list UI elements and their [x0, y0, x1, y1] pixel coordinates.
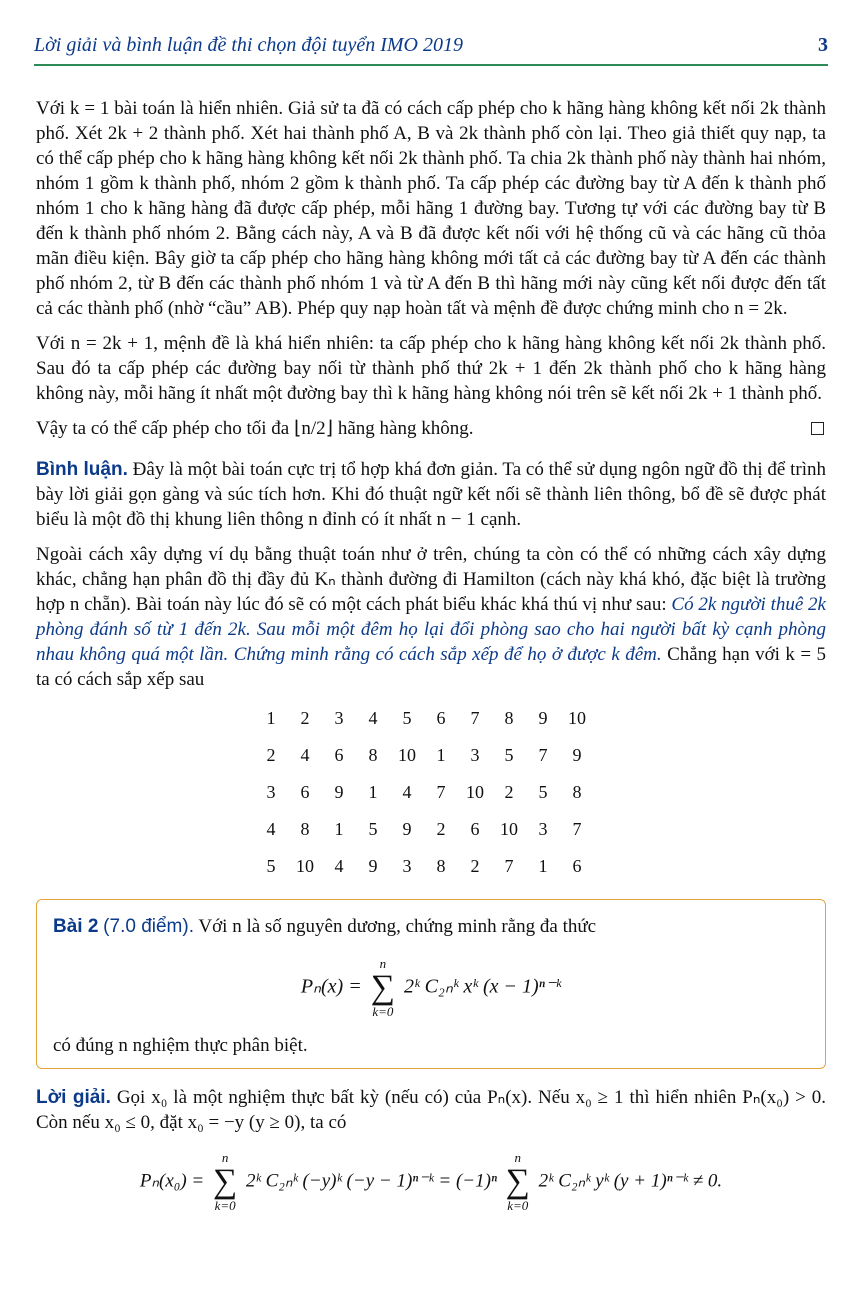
- table-cell: 2: [300, 708, 310, 728]
- table-cell: 8: [436, 856, 446, 876]
- formula-rhs: 2ᵏ C₂ₙᵏ xᵏ (x − 1)ⁿ⁻ᵏ: [403, 975, 562, 998]
- table-cell: 6: [572, 856, 582, 876]
- problem-statement: Với n là số nguyên dương, chứng minh rằng đa thức: [198, 916, 597, 937]
- polynomial-formula: [53, 956, 809, 1019]
- table-row: [254, 700, 594, 737]
- table-row: [254, 737, 594, 774]
- table-cell: 10: [296, 856, 314, 876]
- example-intro: Chẳng hạn với k = 5 ta có cách sắp xếp sau: [36, 644, 826, 690]
- table-cell: 3: [538, 819, 548, 839]
- page-header: [34, 30, 828, 66]
- table-cell: 6: [436, 708, 446, 728]
- table-cell: 9: [368, 856, 378, 876]
- table-cell: 5: [538, 782, 548, 802]
- table-row: [254, 811, 594, 848]
- table-cell: 9: [334, 782, 344, 802]
- table-cell: 2: [504, 782, 514, 802]
- problem-header: [53, 914, 809, 939]
- sum-lower-limit: k=0: [214, 1198, 236, 1213]
- sum-lower-limit: k=0: [372, 1004, 394, 1019]
- summation-icon: n ∑ k=0: [370, 956, 395, 1019]
- table-cell: 10: [568, 708, 586, 728]
- table-cell: 4: [266, 819, 276, 839]
- table-cell: 7: [470, 708, 480, 728]
- table-cell: 7: [504, 856, 514, 876]
- table-cell: 1: [368, 782, 378, 802]
- alt-construction-paragraph: [36, 542, 826, 692]
- problem-title: Bài 2: [53, 916, 99, 937]
- solution-equation: [36, 1151, 826, 1211]
- solution-text: Gọi x₀ là một nghiệm thực bất kỳ (nếu có) của Pₙ(x). Nếu x₀ ≥ 1 thì hiển nhiên Pₙ(x₀) > 0. Còn nếu x₀ ≤ 0, đặt x₀ = −y (y ≥ 0), ta có: [36, 1087, 827, 1133]
- page-content: [36, 96, 826, 1211]
- table-cell: 4: [334, 856, 344, 876]
- sum-upper-limit: n: [514, 1150, 522, 1165]
- eq-middle: 2ᵏ C₂ₙᵏ (−y)ᵏ (−y − 1)ⁿ⁻ᵏ = (−1)ⁿ: [246, 1170, 497, 1192]
- summation-icon: n ∑ k=0: [505, 1150, 530, 1213]
- table-cell: 3: [470, 745, 480, 765]
- table-cell: 3: [402, 856, 412, 876]
- table-cell: 1: [436, 745, 446, 765]
- comment-paragraph: [36, 457, 826, 532]
- table-cell: 4: [368, 708, 378, 728]
- table-cell: 2: [470, 856, 480, 876]
- sum-upper-limit: n: [379, 956, 387, 971]
- table-cell: 1: [266, 708, 276, 728]
- table-cell: 9: [402, 819, 412, 839]
- table-cell: 4: [402, 782, 412, 802]
- eq-rhs: 2ᵏ C₂ₙᵏ yᵏ (y + 1)ⁿ⁻ᵏ ≠ 0.: [538, 1170, 723, 1192]
- sum-upper-limit: n: [221, 1150, 229, 1165]
- table-cell: 6: [334, 745, 344, 765]
- eq-lhs: Pₙ(x₀) =: [139, 1170, 205, 1192]
- table-cell: 2: [436, 819, 446, 839]
- table-cell: 6: [300, 782, 310, 802]
- table-cell: 8: [504, 708, 514, 728]
- table-cell: 9: [572, 745, 582, 765]
- solution-paragraph: [36, 1085, 826, 1135]
- problem-box: [36, 899, 826, 1069]
- comment-text: Đây là một bài toán cực trị tổ hợp khá đơn giản. Ta có thể sử dụng ngôn ngữ đồ thị để trình bày lời giải gọn gàng và súc tích hơn. Khi đó thuật ngữ kết nối sẽ thành liên thông, bổ đề sẽ được phát biểu là một đồ thị khung liên thông n đỉnh có ít nhất n − 1 cạnh.: [36, 459, 827, 530]
- page-number: 3: [818, 34, 828, 56]
- arrangement-table: [254, 700, 594, 885]
- summation-icon: n ∑ k=0: [213, 1150, 238, 1213]
- table-cell: 7: [436, 782, 446, 802]
- table-cell: 3: [266, 782, 276, 802]
- table-cell: 8: [572, 782, 582, 802]
- table-cell: 1: [538, 856, 548, 876]
- formula-lhs: Pₙ(x) =: [300, 975, 362, 998]
- table-cell: 10: [466, 782, 484, 802]
- table-cell: 10: [398, 745, 416, 765]
- table-cell: 10: [500, 819, 518, 839]
- sum-lower-limit: k=0: [507, 1198, 529, 1213]
- conclusion-line: [36, 416, 826, 441]
- table-cell: 5: [504, 745, 514, 765]
- table-cell: 9: [538, 708, 548, 728]
- problem-tail: có đúng n nghiệm thực phân biệt.: [53, 1035, 308, 1056]
- table-cell: 8: [368, 745, 378, 765]
- qed-box-icon: [811, 422, 824, 435]
- paragraph-odd-case: Với n = 2k + 1, mệnh đề là khá hiển nhiên: ta cấp phép cho k hãng hàng không kết nối 2k thành phố. Sau đó ta cấp phép các đường bay nối từ thành phố thứ 2k + 1 đến 2k thành phố cho k hãng hàng không này, mỗi hãng ít nhất một đường bay thì k hãng hàng không nói trên sẽ kết nối 2k + 1 thành phố.: [36, 333, 826, 404]
- table-cell: 2: [266, 745, 276, 765]
- table-row: [254, 848, 594, 885]
- table-cell: 4: [300, 745, 310, 765]
- table-cell: 8: [300, 819, 310, 839]
- table-cell: 7: [538, 745, 548, 765]
- alt-construction-text: Ngoài cách xây dựng ví dụ bằng thuật toán như ở trên, chúng ta còn có thể có những cách xây dựng khác, chẳng hạn phân đồ thị đầy đủ Kₙ thành đường đi Hamilton (cách này khá khó, đặc biệt là trường hợp n chẵn). Bài toán này lúc đó sẽ có một cách phát biểu khác khá thú vị như sau:: [36, 544, 826, 615]
- paragraph-induction: Với k = 1 bài toán là hiển nhiên. Giả sử ta đã có cách cấp phép cho k hãng hàng không kết nối 2k thành phố. Xét 2k + 2 thành phố. Xét hai thành phố A, B và 2k thành phố còn lại. Theo giả thiết quy nạp, ta có thể cấp phép cho k hãng hàng không kết nối 2k thành phố. Ta chia 2k thành phố này thành hai nhóm, nhóm 1 gồm k thành phố, nhóm 2 gồm k thành phố. Ta cấp phép các đường bay từ A đến k thành phố nhóm 1 cho k hãng hàng đã được cấp phép, mỗi hãng 1 đường bay. Tương tự với các đường bay từ B đến k thành phố nhóm 2. Bằng cách này, A và B đã được kết nối với hệ thống cũ và các hãng cũ thỏa mãn điều kiện. Bây giờ ta cấp phép cho hãng hàng không mới tất cả các đường bay từ A đến các thành phố nhóm 2, từ B đến các thành phố nhóm 1 và từ A đến B thì hãng mới này cũng kết nối được đến tất cả các thành phố (nhờ “cầu” AB). Phép quy nạp hoàn tất và mệnh đề được chứng minh cho n = 2k.: [36, 98, 826, 319]
- comment-label: Bình luận.: [36, 459, 128, 480]
- header-title: Lời giải và bình luận đề thi chọn đội tuyển IMO 2019: [34, 34, 463, 56]
- table-cell: 1: [334, 819, 344, 839]
- room-problem-statement: Có 2k người thuê 2k phòng đánh số từ 1 đến 2k. Sau mỗi một đêm họ lại đổi phòng sao cho hai người bất kỳ cạnh phòng nhau không quá một lần. Chứng minh rằng có cách sắp xếp để họ ở được k đêm.: [36, 594, 826, 665]
- table-cell: 6: [470, 819, 480, 839]
- table-cell: 5: [266, 856, 276, 876]
- solution-label: Lời giải.: [36, 1087, 111, 1108]
- table-cell: 7: [572, 819, 582, 839]
- table-cell: 5: [368, 819, 378, 839]
- table-cell: 5: [402, 708, 412, 728]
- conclusion-text: Vậy ta có thể cấp phép cho tối đa ⌊n/2⌋ hãng hàng không.: [36, 418, 474, 439]
- table-cell: 3: [334, 708, 344, 728]
- table-row: [254, 774, 594, 811]
- problem-points: (7.0 điểm).: [103, 916, 194, 937]
